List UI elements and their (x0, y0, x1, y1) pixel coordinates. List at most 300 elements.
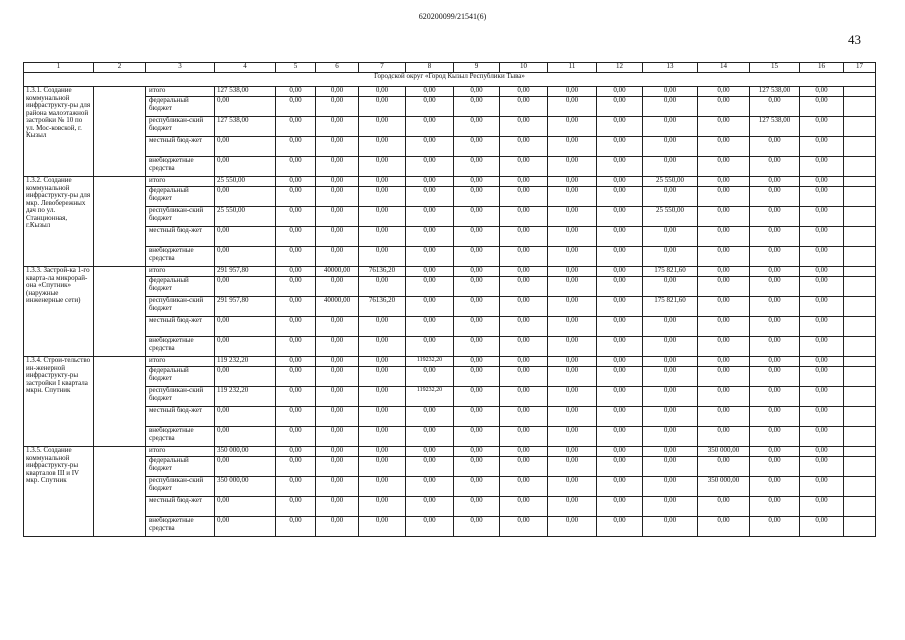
project-name: 1.3.2. Создание коммунальной инфраструкту-ры для мкр. Левобережных дач по ул. Станционная, г.Кызыл (24, 177, 94, 267)
table-row (24, 227, 876, 247)
amount-cell: 0,00 (276, 407, 316, 427)
amount-cell: 291 957,80 (215, 297, 276, 317)
amount-cell: 0,00 (597, 357, 643, 367)
amount-cell: 0,00 (316, 227, 359, 247)
amount-cell: 0,00 (643, 137, 698, 157)
column-number: 16 (800, 63, 844, 73)
amount-cell: 0,00 (597, 177, 643, 187)
funding-source: местный бюд-жет (146, 137, 215, 157)
amount-cell: 0,00 (276, 137, 316, 157)
amount-cell: 0,00 (548, 87, 597, 97)
amount-cell: 119 232,20 (215, 357, 276, 367)
funding-source: республикан-ский бюджет (146, 477, 215, 497)
amount-cell: 0,00 (406, 97, 454, 117)
amount-cell: 0,00 (548, 387, 597, 407)
column-number-row (24, 63, 876, 73)
amount-cell: 0,00 (316, 517, 359, 537)
table-body (24, 63, 876, 537)
amount-cell: 0,00 (548, 187, 597, 207)
amount-cell: 0,00 (500, 157, 548, 177)
amount-cell: 0,00 (215, 457, 276, 477)
amount-cell: 0,00 (800, 517, 844, 537)
amount-cell: 0,00 (548, 367, 597, 387)
column-number: 8 (406, 63, 454, 73)
amount-cell: 127 538,00 (215, 117, 276, 137)
amount-cell: 0,00 (548, 177, 597, 187)
column-number: 11 (548, 63, 597, 73)
amount-cell: 0,00 (359, 227, 406, 247)
column-number: 6 (316, 63, 359, 73)
amount-cell: 0,00 (359, 97, 406, 117)
amount-cell: 0,00 (316, 427, 359, 447)
amount-cell: 0,00 (698, 427, 750, 447)
amount-cell: 0,00 (454, 447, 500, 457)
amount-cell: 0,00 (359, 407, 406, 427)
funding-source: внебюджетные средства (146, 247, 215, 267)
amount-cell: 0,00 (500, 447, 548, 457)
amount-cell: 0,00 (316, 117, 359, 137)
amount-cell: 0,00 (548, 297, 597, 317)
amount-cell: 0,00 (643, 337, 698, 357)
amount-cell: 0,00 (698, 317, 750, 337)
amount-cell: 0,00 (276, 297, 316, 317)
funding-source: итого (146, 267, 215, 277)
amount-cell: 0,00 (800, 247, 844, 267)
amount-cell: 0,00 (500, 137, 548, 157)
amount-cell: 0,00 (800, 427, 844, 447)
amount-cell: 0,00 (750, 157, 800, 177)
amount-cell: 0,00 (359, 317, 406, 337)
amount-cell: 0,00 (698, 517, 750, 537)
amount-cell: 0,00 (643, 367, 698, 387)
amount-cell: 0,00 (406, 317, 454, 337)
amount-cell: 0,00 (454, 247, 500, 267)
table-row (24, 317, 876, 337)
amount-cell: 0,00 (597, 457, 643, 477)
amount-cell: 0,00 (597, 477, 643, 497)
amount-cell: 0,00 (406, 337, 454, 357)
amount-cell: 119232,20 (406, 387, 454, 407)
amount-cell: 0,00 (454, 497, 500, 517)
amount-cell: 0,00 (800, 117, 844, 137)
amount-cell: 0,00 (500, 227, 548, 247)
amount-cell: 0,00 (454, 177, 500, 187)
amount-cell: 175 821,60 (643, 297, 698, 317)
amount-cell: 0,00 (500, 427, 548, 447)
amount-cell: 0,00 (800, 207, 844, 227)
column-17-cell (844, 177, 876, 187)
amount-cell: 0,00 (800, 137, 844, 157)
table-row (24, 477, 876, 497)
amount-cell: 0,00 (597, 157, 643, 177)
amount-cell: 0,00 (406, 137, 454, 157)
amount-cell: 0,00 (548, 477, 597, 497)
amount-cell: 0,00 (316, 97, 359, 117)
amount-cell: 25 550,00 (643, 177, 698, 187)
amount-cell: 0,00 (698, 247, 750, 267)
amount-cell: 0,00 (359, 427, 406, 447)
column-17-cell (844, 157, 876, 177)
column-2-cell (94, 267, 146, 357)
amount-cell: 0,00 (597, 497, 643, 517)
amount-cell: 0,00 (643, 407, 698, 427)
region-row (24, 73, 876, 87)
amount-cell: 0,00 (276, 97, 316, 117)
amount-cell: 0,00 (406, 227, 454, 247)
amount-cell: 0,00 (698, 137, 750, 157)
amount-cell: 350 000,00 (698, 477, 750, 497)
amount-cell: 0,00 (316, 337, 359, 357)
amount-cell: 0,00 (454, 227, 500, 247)
amount-cell: 0,00 (597, 187, 643, 207)
amount-cell: 0,00 (316, 357, 359, 367)
amount-cell: 0,00 (643, 97, 698, 117)
amount-cell: 0,00 (359, 117, 406, 137)
amount-cell: 0,00 (548, 427, 597, 447)
amount-cell: 0,00 (316, 137, 359, 157)
amount-cell: 0,00 (643, 477, 698, 497)
amount-cell: 0,00 (276, 177, 316, 187)
amount-cell: 0,00 (276, 337, 316, 357)
amount-cell: 0,00 (276, 447, 316, 457)
amount-cell: 0,00 (643, 387, 698, 407)
amount-cell: 25 550,00 (215, 207, 276, 227)
table-row (24, 87, 876, 97)
amount-cell: 0,00 (454, 427, 500, 447)
column-17-cell (844, 267, 876, 277)
amount-cell: 0,00 (316, 177, 359, 187)
amount-cell: 0,00 (750, 427, 800, 447)
table-row (24, 447, 876, 457)
amount-cell: 0,00 (215, 517, 276, 537)
amount-cell: 0,00 (548, 357, 597, 367)
amount-cell: 0,00 (698, 267, 750, 277)
amount-cell: 0,00 (597, 517, 643, 537)
amount-cell: 40000,00 (316, 297, 359, 317)
table-row (24, 277, 876, 297)
amount-cell: 0,00 (698, 367, 750, 387)
amount-cell: 0,00 (750, 227, 800, 247)
amount-cell: 0,00 (406, 207, 454, 227)
amount-cell: 0,00 (406, 277, 454, 297)
funding-source: республикан-ский бюджет (146, 297, 215, 317)
project-name: 1.3.5. Создание коммунальной инфраструкту-ры кварталов III и IV мкр. Спутник (24, 447, 94, 537)
column-17-cell (844, 497, 876, 517)
amount-cell: 0,00 (698, 227, 750, 247)
column-17-cell (844, 137, 876, 157)
amount-cell: 0,00 (316, 367, 359, 387)
amount-cell: 0,00 (454, 477, 500, 497)
amount-cell: 0,00 (597, 137, 643, 157)
column-17-cell (844, 207, 876, 227)
column-17-cell (844, 517, 876, 537)
amount-cell: 0,00 (359, 207, 406, 227)
amount-cell: 0,00 (406, 157, 454, 177)
funding-source: внебюджетные средства (146, 157, 215, 177)
table-row (24, 387, 876, 407)
amount-cell: 0,00 (359, 477, 406, 497)
amount-cell: 0,00 (276, 267, 316, 277)
amount-cell: 0,00 (500, 267, 548, 277)
table-row (24, 337, 876, 357)
amount-cell: 0,00 (698, 297, 750, 317)
column-number: 12 (597, 63, 643, 73)
column-2-cell (94, 447, 146, 537)
amount-cell: 0,00 (454, 277, 500, 297)
amount-cell: 0,00 (548, 97, 597, 117)
amount-cell: 0,00 (500, 357, 548, 367)
column-number: 13 (643, 63, 698, 73)
amount-cell: 0,00 (643, 277, 698, 297)
amount-cell: 0,00 (800, 457, 844, 477)
amount-cell: 0,00 (597, 97, 643, 117)
amount-cell: 40000,00 (316, 267, 359, 277)
amount-cell: 0,00 (597, 427, 643, 447)
amount-cell: 0,00 (698, 187, 750, 207)
table-row (24, 297, 876, 317)
amount-cell: 0,00 (215, 367, 276, 387)
amount-cell: 0,00 (800, 407, 844, 427)
amount-cell: 0,00 (800, 297, 844, 317)
amount-cell: 0,00 (454, 267, 500, 277)
amount-cell: 0,00 (597, 207, 643, 227)
column-number: 3 (146, 63, 215, 73)
amount-cell: 0,00 (597, 297, 643, 317)
amount-cell: 76136,20 (359, 267, 406, 277)
funding-source: республикан-ский бюджет (146, 387, 215, 407)
amount-cell: 0,00 (276, 317, 316, 337)
amount-cell: 0,00 (316, 277, 359, 297)
amount-cell: 0,00 (500, 177, 548, 187)
amount-cell: 0,00 (750, 267, 800, 277)
amount-cell: 0,00 (276, 517, 316, 537)
amount-cell: 0,00 (500, 367, 548, 387)
amount-cell: 0,00 (698, 97, 750, 117)
table-row (24, 97, 876, 117)
amount-cell: 0,00 (800, 477, 844, 497)
amount-cell: 0,00 (750, 97, 800, 117)
amount-cell: 0,00 (548, 157, 597, 177)
amount-cell: 0,00 (406, 247, 454, 267)
amount-cell: 0,00 (406, 497, 454, 517)
amount-cell: 0,00 (597, 277, 643, 297)
amount-cell: 0,00 (548, 267, 597, 277)
amount-cell: 0,00 (548, 227, 597, 247)
amount-cell: 0,00 (800, 387, 844, 407)
amount-cell: 0,00 (750, 387, 800, 407)
column-2-cell (94, 87, 146, 177)
amount-cell: 0,00 (359, 87, 406, 97)
amount-cell: 0,00 (454, 297, 500, 317)
amount-cell: 0,00 (500, 337, 548, 357)
amount-cell: 0,00 (643, 227, 698, 247)
amount-cell: 0,00 (359, 137, 406, 157)
amount-cell: 0,00 (698, 117, 750, 137)
amount-cell: 0,00 (276, 87, 316, 97)
amount-cell: 0,00 (643, 427, 698, 447)
amount-cell: 0,00 (276, 187, 316, 207)
column-17-cell (844, 87, 876, 97)
column-17-cell (844, 447, 876, 457)
amount-cell: 0,00 (750, 367, 800, 387)
amount-cell: 0,00 (597, 447, 643, 457)
amount-cell: 0,00 (643, 87, 698, 97)
amount-cell: 0,00 (359, 517, 406, 537)
funding-source: итого (146, 447, 215, 457)
amount-cell: 0,00 (597, 367, 643, 387)
funding-source: федеральный бюджет (146, 457, 215, 477)
funding-source: внебюджетные средства (146, 517, 215, 537)
amount-cell: 0,00 (500, 297, 548, 317)
amount-cell: 0,00 (750, 317, 800, 337)
column-17-cell (844, 427, 876, 447)
amount-cell: 0,00 (454, 117, 500, 137)
amount-cell: 0,00 (698, 337, 750, 357)
amount-cell: 0,00 (316, 157, 359, 177)
amount-cell: 0,00 (500, 207, 548, 227)
column-17-cell (844, 407, 876, 427)
amount-cell: 0,00 (750, 297, 800, 317)
amount-cell: 0,00 (750, 177, 800, 187)
amount-cell: 0,00 (359, 387, 406, 407)
funding-source: итого (146, 357, 215, 367)
amount-cell: 0,00 (454, 207, 500, 227)
amount-cell: 0,00 (750, 187, 800, 207)
amount-cell: 0,00 (750, 517, 800, 537)
column-17-cell (844, 457, 876, 477)
amount-cell: 0,00 (597, 117, 643, 137)
table-row (24, 517, 876, 537)
funding-source: федеральный бюджет (146, 97, 215, 117)
amount-cell: 0,00 (406, 267, 454, 277)
amount-cell: 0,00 (643, 497, 698, 517)
funding-source: республикан-ский бюджет (146, 117, 215, 137)
amount-cell: 127 538,00 (750, 87, 800, 97)
column-17-cell (844, 117, 876, 137)
column-number: 17 (844, 63, 876, 73)
amount-cell: 127 538,00 (750, 117, 800, 137)
amount-cell: 0,00 (500, 517, 548, 537)
amount-cell: 25 550,00 (215, 177, 276, 187)
amount-cell: 25 550,00 (643, 207, 698, 227)
column-number: 14 (698, 63, 750, 73)
amount-cell: 0,00 (276, 387, 316, 407)
amount-cell: 0,00 (454, 87, 500, 97)
amount-cell: 0,00 (643, 357, 698, 367)
amount-cell: 175 821,60 (643, 267, 698, 277)
amount-cell: 0,00 (597, 407, 643, 427)
column-17-cell (844, 317, 876, 337)
amount-cell: 0,00 (800, 367, 844, 387)
amount-cell: 291 957,80 (215, 267, 276, 277)
column-17-cell (844, 477, 876, 497)
amount-cell: 0,00 (406, 187, 454, 207)
amount-cell: 0,00 (548, 457, 597, 477)
amount-cell: 0,00 (406, 427, 454, 447)
amount-cell: 0,00 (548, 137, 597, 157)
amount-cell: 0,00 (800, 97, 844, 117)
amount-cell: 0,00 (215, 497, 276, 517)
column-2-cell (94, 177, 146, 267)
amount-cell: 0,00 (359, 357, 406, 367)
funding-source: местный бюд-жет (146, 317, 215, 337)
amount-cell: 0,00 (750, 477, 800, 497)
column-17-cell (844, 227, 876, 247)
amount-cell: 0,00 (643, 447, 698, 457)
amount-cell: 0,00 (454, 357, 500, 367)
amount-cell: 0,00 (500, 277, 548, 297)
funding-source: федеральный бюджет (146, 187, 215, 207)
column-17-cell (844, 337, 876, 357)
amount-cell: 0,00 (454, 387, 500, 407)
amount-cell: 0,00 (800, 337, 844, 357)
column-number: 7 (359, 63, 406, 73)
amount-cell: 0,00 (215, 317, 276, 337)
document-id: 620200099/21541(6) (418, 12, 487, 21)
amount-cell: 0,00 (215, 427, 276, 447)
amount-cell: 0,00 (406, 407, 454, 427)
amount-cell: 0,00 (643, 457, 698, 477)
table-row (24, 497, 876, 517)
amount-cell: 0,00 (698, 457, 750, 477)
table-row (24, 137, 876, 157)
funding-source: внебюджетные средства (146, 427, 215, 447)
amount-cell: 0,00 (359, 447, 406, 457)
amount-cell: 0,00 (800, 87, 844, 97)
amount-cell: 0,00 (276, 457, 316, 477)
column-17-cell (844, 187, 876, 207)
column-17-cell (844, 297, 876, 317)
amount-cell: 0,00 (698, 497, 750, 517)
amount-cell: 0,00 (316, 407, 359, 427)
amount-cell: 0,00 (276, 207, 316, 227)
amount-cell: 0,00 (597, 87, 643, 97)
budget-table (23, 62, 876, 537)
amount-cell: 0,00 (800, 357, 844, 367)
amount-cell: 0,00 (406, 477, 454, 497)
amount-cell: 0,00 (454, 367, 500, 387)
amount-cell: 0,00 (359, 157, 406, 177)
amount-cell: 0,00 (500, 117, 548, 137)
amount-cell: 119232,20 (406, 357, 454, 367)
amount-cell: 350 000,00 (215, 477, 276, 497)
table-row (24, 427, 876, 447)
funding-source: местный бюд-жет (146, 497, 215, 517)
amount-cell: 0,00 (750, 407, 800, 427)
column-17-cell (844, 247, 876, 267)
amount-cell: 127 538,00 (215, 87, 276, 97)
table-row (24, 157, 876, 177)
amount-cell: 0,00 (548, 277, 597, 297)
amount-cell: 0,00 (750, 457, 800, 477)
column-17-cell (844, 387, 876, 407)
amount-cell: 0,00 (750, 207, 800, 227)
amount-cell: 0,00 (500, 457, 548, 477)
amount-cell: 0,00 (359, 337, 406, 357)
table-row (24, 207, 876, 227)
amount-cell: 0,00 (276, 157, 316, 177)
amount-cell: 0,00 (359, 247, 406, 267)
amount-cell: 0,00 (500, 497, 548, 517)
amount-cell: 0,00 (800, 447, 844, 457)
amount-cell: 0,00 (500, 387, 548, 407)
amount-cell: 0,00 (215, 247, 276, 267)
amount-cell: 0,00 (500, 87, 548, 97)
amount-cell: 0,00 (215, 97, 276, 117)
amount-cell: 0,00 (316, 187, 359, 207)
amount-cell: 0,00 (643, 317, 698, 337)
amount-cell: 0,00 (454, 337, 500, 357)
